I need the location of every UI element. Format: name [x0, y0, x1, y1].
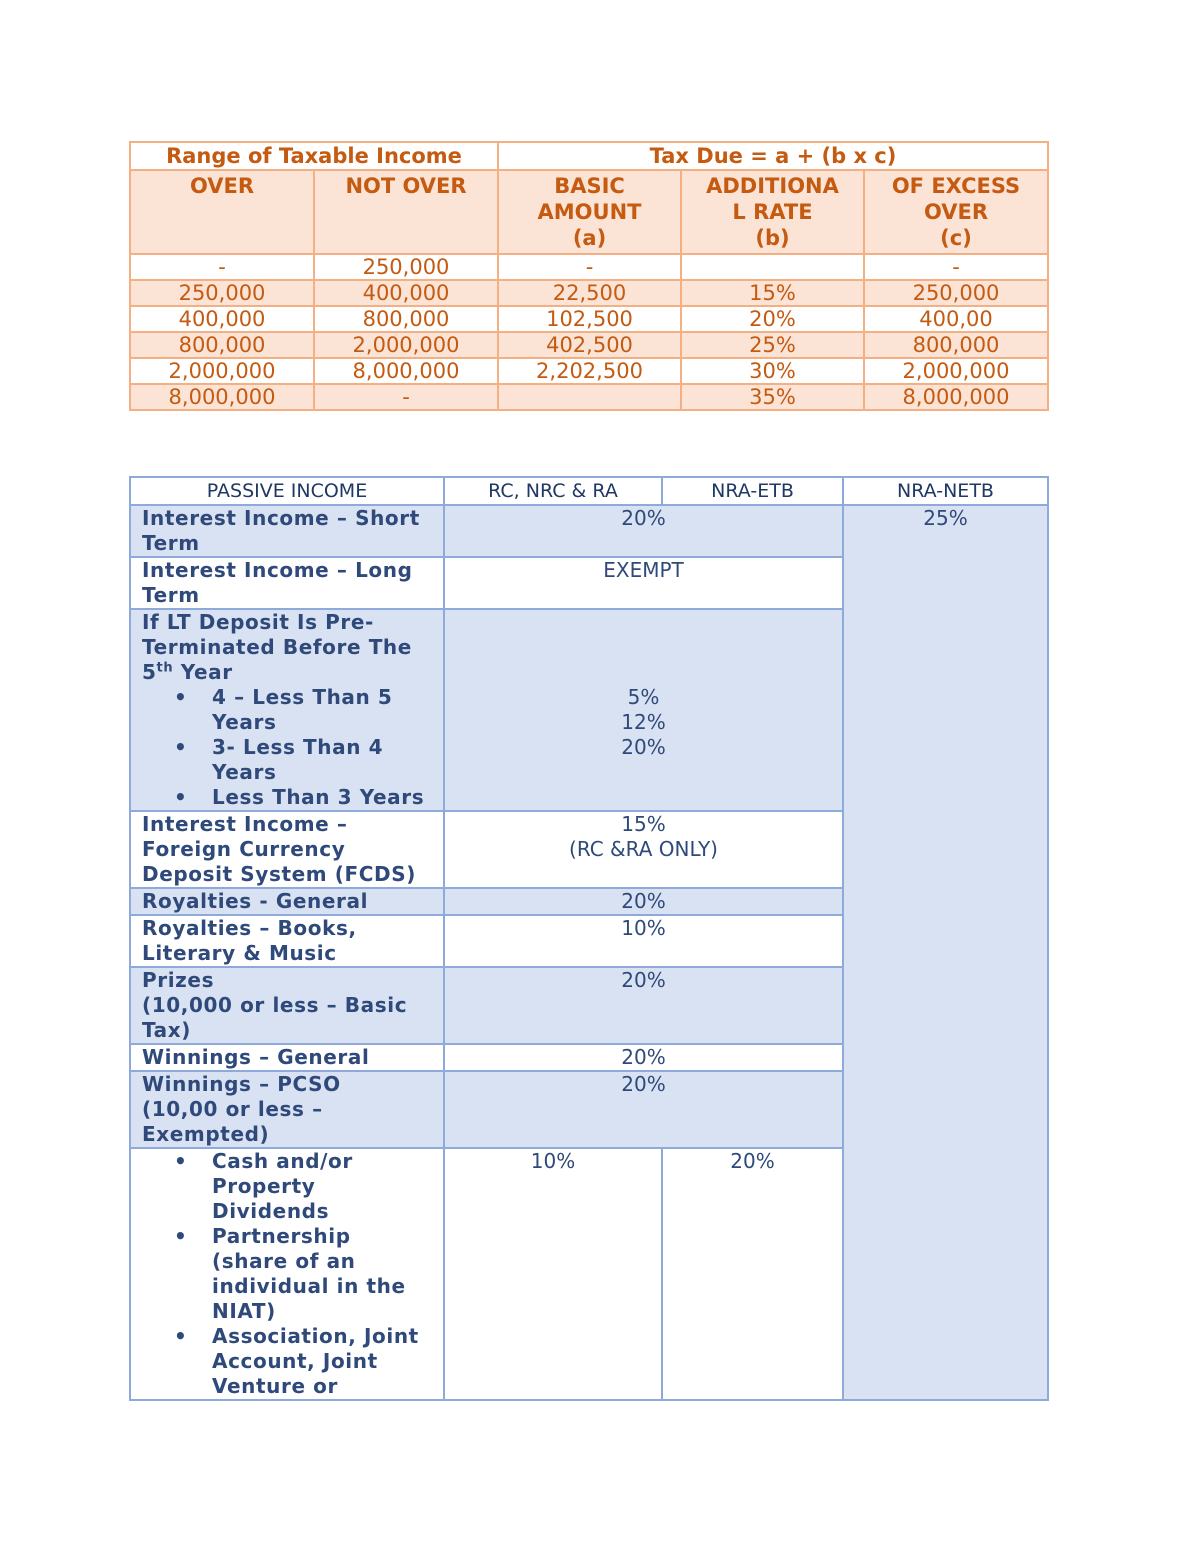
cell: 25%	[681, 332, 864, 358]
header-line: OF EXCESS	[891, 174, 1021, 198]
rate-cell: 10%	[444, 1148, 662, 1400]
list-item	[142, 735, 433, 785]
nra-etb-header: NRA-ETB	[662, 477, 843, 505]
header-line: (c)	[940, 226, 972, 250]
formula-header: Tax Due = a + (b x c)	[498, 142, 1048, 170]
header-line: OVER	[923, 200, 989, 224]
rate-cell: 20%	[444, 1044, 843, 1071]
rate-value: 12%	[621, 710, 666, 734]
cell: 2,000,000	[130, 358, 314, 384]
cell: 400,000	[314, 280, 498, 306]
rate-cell: 20%	[444, 505, 843, 557]
cell: 2,202,500	[498, 358, 681, 384]
rate-cell: 20%	[444, 888, 843, 915]
rate-note: (RC &RA ONLY)	[569, 837, 718, 861]
cell: -	[864, 254, 1048, 280]
superscript: th	[156, 660, 174, 676]
cell: 15%	[681, 280, 864, 306]
label-note: (10,00 or less – Exempted)	[142, 1097, 323, 1146]
row-label: Winnings – General	[130, 1044, 444, 1071]
table-row	[130, 358, 1048, 384]
cell: 250,000	[314, 254, 498, 280]
cell: -	[130, 254, 314, 280]
rc-nrc-ra-header: RC, NRC & RA	[444, 477, 662, 505]
not-over-header: NOT OVER	[314, 170, 498, 254]
bullet-icon: •	[174, 1324, 188, 1348]
cell: 250,000	[130, 280, 314, 306]
rate-value: 20%	[621, 735, 666, 759]
label-text: Winnings – PCSO	[142, 1072, 341, 1096]
row-label: Interest Income – Short Term	[130, 505, 444, 557]
list-item	[142, 1149, 433, 1224]
cell: 8,000,000	[314, 358, 498, 384]
cell: 2,000,000	[314, 332, 498, 358]
label-text: Year	[173, 660, 233, 684]
rate-cell	[444, 609, 843, 811]
header-line: AMOUNT	[537, 200, 642, 224]
cell: -	[498, 254, 681, 280]
header-line: ADDITIONA	[706, 174, 839, 198]
header-line: BASIC	[554, 174, 625, 198]
rate-value: 5%	[627, 685, 660, 709]
bullet-icon: •	[174, 1149, 188, 1173]
row-label	[130, 609, 444, 811]
label-note: (10,000 or less – Basic Tax)	[142, 993, 408, 1042]
list-item-text: 3- Less Than 4 Years	[212, 735, 384, 784]
nra-netb-header: NRA-NETB	[843, 477, 1048, 505]
cell: 8,000,000	[864, 384, 1048, 410]
header-line: (b)	[755, 226, 790, 250]
nra-netb-rate: 25%	[843, 505, 1048, 1400]
rate-cell: 20%	[444, 1071, 843, 1148]
row-label	[130, 1148, 444, 1400]
row-label	[130, 967, 444, 1044]
range-header: Range of Taxable Income	[130, 142, 498, 170]
row-label: Interest Income – Foreign Currency Deposit System (FCDS)	[130, 811, 444, 888]
cell: 402,500	[498, 332, 681, 358]
cell	[681, 254, 864, 280]
cell: -	[314, 384, 498, 410]
bullet-icon: •	[174, 685, 188, 709]
row-label: Royalties - General	[130, 888, 444, 915]
rate-value: 15%	[621, 812, 666, 836]
list-item-text: Partnership (share of an individual in the NIAT)	[212, 1224, 406, 1323]
list-item	[142, 1324, 433, 1399]
row-label: Interest Income – Long Term	[130, 557, 444, 609]
table-row	[130, 306, 1048, 332]
cell: 20%	[681, 306, 864, 332]
cell	[498, 384, 681, 410]
bullet-list	[142, 1149, 433, 1399]
row-label: Royalties – Books, Literary & Music	[130, 915, 444, 967]
table-row	[130, 384, 1048, 410]
basic-amount-header	[498, 170, 681, 254]
cell: 8,000,000	[130, 384, 314, 410]
list-item	[142, 785, 433, 810]
rate-cell	[444, 811, 843, 888]
rate-cell: EXEMPT	[444, 557, 843, 609]
cell: 22,500	[498, 280, 681, 306]
list-item-text: Association, Joint Account, Joint Venture or	[212, 1324, 419, 1398]
cell: 400,00	[864, 306, 1048, 332]
list-item	[142, 685, 433, 735]
table-row	[130, 254, 1048, 280]
bullet-icon: •	[174, 785, 188, 809]
list-item	[142, 1224, 433, 1324]
table-row	[130, 505, 1048, 557]
cell: 800,000	[314, 306, 498, 332]
cell: 800,000	[864, 332, 1048, 358]
cell: 250,000	[864, 280, 1048, 306]
header-line: (a)	[572, 226, 607, 250]
passive-income-header: PASSIVE INCOME	[130, 477, 444, 505]
bullet-icon: •	[174, 1224, 188, 1248]
cell: 2,000,000	[864, 358, 1048, 384]
list-item-text: 4 – Less Than 5 Years	[212, 685, 393, 734]
table-row	[130, 332, 1048, 358]
cell: 30%	[681, 358, 864, 384]
over-header: OVER	[130, 170, 314, 254]
cell: 35%	[681, 384, 864, 410]
bullet-icon: •	[174, 735, 188, 759]
cell: 800,000	[130, 332, 314, 358]
row-label	[130, 1071, 444, 1148]
label-text: Prizes	[142, 968, 215, 992]
bullet-list	[142, 685, 433, 810]
excess-over-header	[864, 170, 1048, 254]
graduated-tax-table	[129, 141, 1049, 411]
list-item-text: Less Than 3 Years	[212, 785, 425, 809]
additional-rate-header	[681, 170, 864, 254]
rate-cell: 20%	[444, 967, 843, 1044]
header-line: L RATE	[732, 200, 813, 224]
cell: 102,500	[498, 306, 681, 332]
rate-cell: 20%	[662, 1148, 843, 1400]
label-text: If LT Deposit Is Pre-Terminated Before The 5	[142, 610, 412, 684]
table-row	[130, 280, 1048, 306]
passive-income-table	[129, 476, 1049, 1401]
cell: 400,000	[130, 306, 314, 332]
rate-cell: 10%	[444, 915, 843, 967]
list-item-text: Cash and/or Property Dividends	[212, 1149, 353, 1223]
